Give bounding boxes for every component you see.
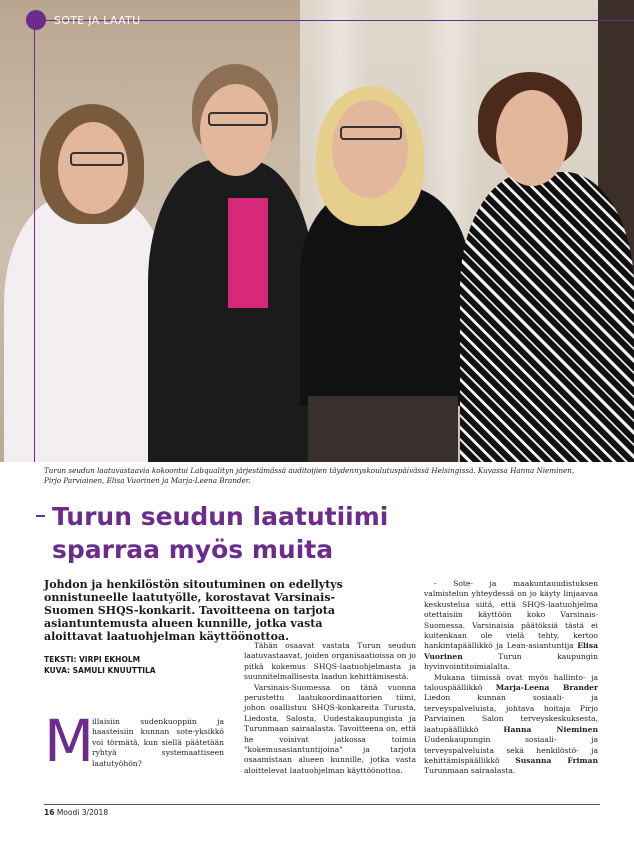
text-credit: TEKSTI: VIRPI EKHOLM bbox=[44, 655, 141, 664]
section-tag bbox=[26, 10, 140, 30]
col3-text: Turun kaupungin hyvinvointitoimialalta. bbox=[424, 651, 598, 672]
credits bbox=[44, 654, 156, 676]
body-column-3 bbox=[424, 579, 598, 777]
footer-rule bbox=[44, 804, 600, 805]
person-name: Marja-Leena Brander bbox=[495, 683, 598, 693]
section-vertical-rule bbox=[34, 30, 35, 462]
col3-text: Liedon kunnan sosiaali- ja terveyspalveluista, johtava hoitaja Pirjo Parviainen Salon terveyskeskuksesta, laatupäällikkö bbox=[424, 693, 598, 734]
page-number: 16 bbox=[44, 808, 55, 817]
person-name: Hanna Nieminen bbox=[503, 724, 598, 734]
col3-text: Turunmaan sairaalasta. bbox=[424, 766, 516, 776]
photo-caption: Turun seudun laatuvastaavia kokoontui Labqualityn järjestämässä auditoijien täydennyskoulutuspäivässä Helsingissä. Kuvassa Hanna Nieminen, Pirjo Parviainen, Elisa Vuorinen ja Marja-Leena Brander. bbox=[44, 466, 575, 485]
col2-paragraph-1: Tähän osaavat vastata Turun seudun laatuvastaavat, joiden organisaatioissa on jo pitkä kokemus SHQS-laatuohjelmasta ja suunnitelmallisesta laadun kehittämisestä. bbox=[244, 641, 416, 682]
body-column-2 bbox=[244, 641, 416, 776]
photo-credit: KUVA: SAMULI KNUUTTILA bbox=[44, 666, 156, 675]
title-line-1: Turun seudun laatutiimi bbox=[52, 502, 389, 531]
col2-paragraph-2: Varsinais-Suomessa on tänä vuonna perustettu laatukoordinaattorien tiimi, johon osallistuu SHQS-konkareita Turusta, Liedosta, Salosta, Uudestakaupungista ja Turunmaan sairaalasta. Tavoitteena on, että he voisivat jatkossa toimia "kokemusasiantuntijoina" ja tarjota osaamistaan alueen kunnille, jotka vasta aloittelevat laatuohjelman käyttöönottoa. bbox=[244, 682, 416, 775]
col3-text: Uudenkaupungin sosiaali- ja terveyspalveluista sekä henkilöstö- ja kehittämispäällikkö bbox=[424, 735, 598, 765]
col3-text: - Sote- ja maakuntauudistuksen valmistelun yhteydessä on jo käyty linjaavaa keskustelua siitä, että SHQS-laatuohjelma otettaisiin käyttöön koko Varsinais-Suomessa. Varsinaisia päätöksiä tästä ei kuitenkaan ole vielä tehty, kertoo hankintapäällikkö ja Lean-asiantuntija bbox=[424, 579, 598, 651]
person-name: Susanna Friman bbox=[515, 755, 598, 765]
section-label: SOTE JA LAATU bbox=[54, 13, 141, 27]
article-title bbox=[52, 500, 572, 566]
title-accent-mark bbox=[36, 515, 45, 517]
col3-paragraph-1 bbox=[424, 579, 598, 673]
title-line-2: sparraa myös muita bbox=[52, 535, 334, 564]
page-footer bbox=[44, 808, 108, 817]
col3-paragraph-2 bbox=[424, 673, 598, 777]
body-column-1 bbox=[92, 717, 224, 769]
magazine-issue: Moodi 3/2018 bbox=[56, 808, 109, 817]
col1-paragraph: illaisiin sudenkuoppiin ja haasteisiin kunnan sote-yksikkö voi törmätä, kun siellä päätetään ryhtyä systemaattiseen laatutyöhön? bbox=[92, 717, 224, 768]
col3-text: Mukana tiimissä ovat myös hallinto- ja talouspäällikkö bbox=[424, 672, 598, 693]
section-dot-icon bbox=[26, 10, 46, 30]
lead-paragraph: Johdon ja henkilöstön sitoutuminen on edellytys onnistuneelle laatutyölle, korostavat Varsinais-Suomen SHQS-konkarit. Tavoitteena on tarjota asiantuntemusta alueen kunnille, jotka vasta aloittavat laatuohjelman käyttöönottoa. bbox=[44, 578, 343, 643]
drop-cap: M bbox=[44, 707, 95, 775]
person-name: Elisa Vuorinen bbox=[424, 641, 598, 661]
